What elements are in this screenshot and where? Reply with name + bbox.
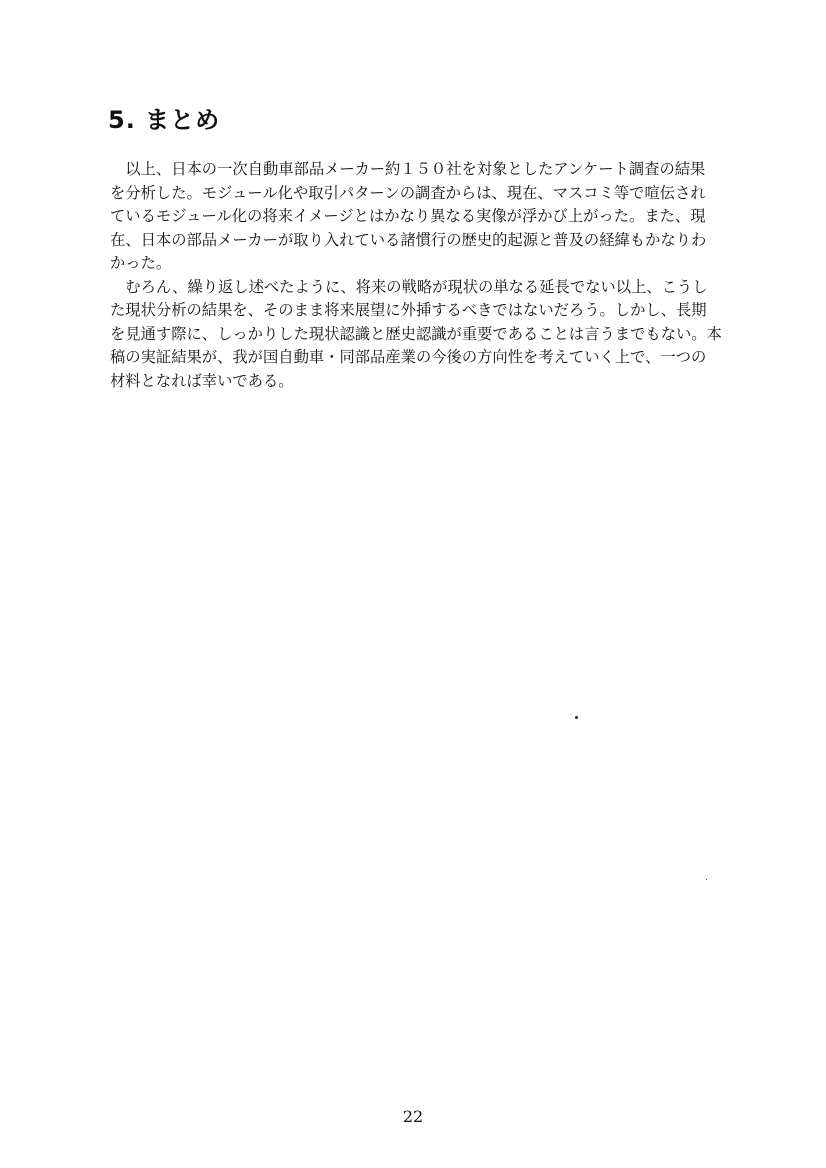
paragraph-2	[110, 276, 765, 394]
text-line: むろん、繰り返し述べたように、将来の戦略が現状の単なる延長でない以上、こうし	[110, 277, 708, 296]
text-line: を見通す際に、しっかりした現状認識と歴史認識が重要であることは言うまでもない。本	[110, 324, 722, 343]
paragraph-1	[110, 158, 765, 276]
section-heading: 5. まとめ	[108, 106, 221, 134]
text-line: 以上、日本の一次自動車部品メーカー約１５０社を対象としたアンケート調査の結果	[110, 160, 706, 178]
scan-speck	[575, 716, 578, 719]
text-line: 稿の実証結果が、我が国自動車・同部品産業の今後の方向性を考えていく上で、一つの	[110, 348, 707, 366]
text-line: を分析した。モジュール化や取引パターンの調査からは、現在、マスコミ等で喧伝され	[110, 183, 706, 202]
text-line: 在、日本の部品メーカーが取り入れている諸慣行の歴史的起源と普及の経緯もかなりわ	[110, 230, 707, 249]
scan-speck	[706, 879, 707, 880]
page-number: 22	[402, 1107, 424, 1126]
text-line: た現状分析の結果を、そのまま将来展望に外挿するべきではないだろう。しかし、長期	[110, 301, 707, 319]
body-text	[110, 158, 765, 393]
text-line: かった。	[110, 254, 172, 272]
text-line: ているモジュール化の将来イメージとはかなり異なる実像が浮かび上がった。また、現	[110, 207, 706, 225]
text-line: 材料となれば幸いである。	[110, 371, 294, 390]
